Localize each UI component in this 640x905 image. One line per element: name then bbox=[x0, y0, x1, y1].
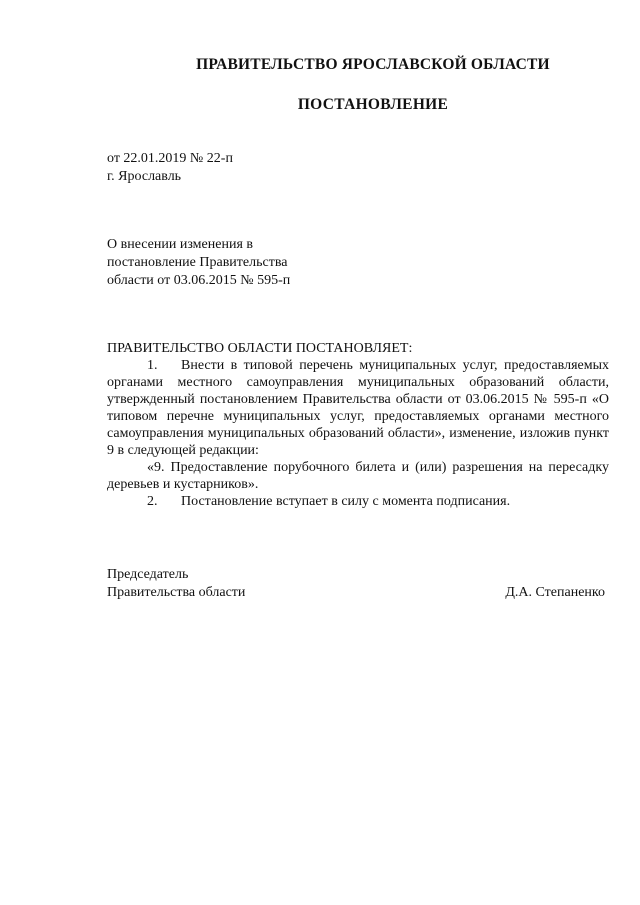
subject-line-2: постановление Правительства bbox=[107, 255, 288, 270]
item-1-number: 1. bbox=[147, 358, 158, 373]
item-2-number: 2. bbox=[147, 494, 158, 509]
document-type-title: ПОСТАНОВЛЕНИЕ bbox=[297, 96, 449, 113]
item-2-text: Постановление вступает в силу с момента подписания. bbox=[181, 494, 511, 509]
signature-row bbox=[107, 584, 609, 602]
subject-line-1: О внесении изменения в bbox=[107, 237, 253, 252]
item-1-text: Внести в типовой перечень муниципальных услуг, предоставляемых органами местного самоуправления муниципальных образований области, утвержденный постановлением Правительства области от 03.06.2015 № 595-п «О типовом перечне муниципальных услуг, предоставляемых органами местного самоуправления муниципальных образований области», изменение, изложив пункт 9 в следующей редакции: bbox=[107, 358, 609, 458]
item-1-paragraph bbox=[107, 357, 609, 459]
decree-heading: ПРАВИТЕЛЬСТВО ОБЛАСТИ ПОСТАНОВЛЯЕТ: bbox=[107, 341, 413, 356]
document-body bbox=[107, 340, 609, 510]
signer-title-line-2: Правительства области bbox=[107, 585, 246, 600]
document-subject bbox=[107, 236, 290, 290]
document-meta bbox=[107, 150, 233, 186]
document-date-number: от 22.01.2019 № 22-п bbox=[107, 151, 233, 166]
organization-title: ПРАВИТЕЛЬСТВО ЯРОСЛАВСКОЙ ОБЛАСТИ bbox=[196, 56, 550, 73]
subject-line-3: области от 03.06.2015 № 595-п bbox=[107, 273, 291, 288]
signer-title-line-1: Председатель bbox=[107, 567, 189, 582]
item-1-quote: «9. Предоставление порубочного билета и (или) разрешения на пересадку деревьев и кустарников». bbox=[107, 460, 609, 492]
document-city: г. Ярославль bbox=[107, 169, 182, 184]
signature-block bbox=[107, 566, 609, 602]
signer-name: Д.А. Степаненко bbox=[505, 585, 605, 600]
item-2-paragraph bbox=[107, 493, 609, 510]
